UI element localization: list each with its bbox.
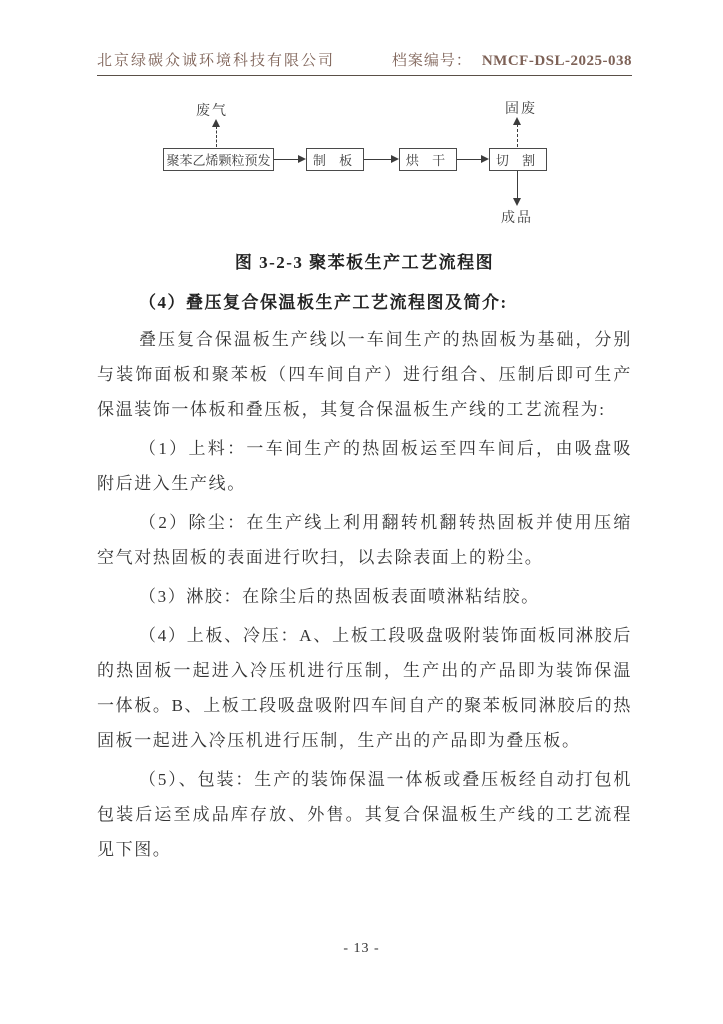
archive-number: NMCF-DSL-2025-038	[481, 53, 632, 69]
page-header	[97, 0, 632, 76]
solid-waste-arrow-line	[517, 124, 518, 147]
connector-line-3	[457, 159, 482, 160]
company-name: 北京绿碳众诚环境科技有限公司	[97, 53, 336, 69]
flow-step-pre-expansion: 聚苯乙烯颗粒预发	[163, 148, 274, 171]
product-arrowhead-icon	[513, 198, 521, 206]
paragraph-step-4: （4）上板、冷压：A、上板工段吸盘吸附装饰面板同淋胶后的热固板一起进入冷压机进行压制，生产出的产品即为装饰保温一体板。B、上板工段吸盘吸附四车间自产的聚苯板同淋胶后的热固板一起进入冷压机进行压制，生产出的产品即为叠压板。	[97, 626, 632, 750]
process-flowchart	[97, 98, 632, 230]
paragraph-step-2: （2）除尘：在生产线上利用翻转机翻转热固板并使用压缩空气对热固板的表面进行吹扫，以去除表面上的粉尘。	[97, 513, 632, 567]
section-heading: （4）叠压复合保温板生产工艺流程图及简介:	[139, 293, 508, 312]
paragraph-step-3: （3）淋胶：在除尘后的热固板表面喷淋粘结胶。	[139, 587, 540, 606]
product-label: 成品	[501, 211, 533, 226]
figure-caption: 图 3-2-3 聚苯板生产工艺流程图	[234, 253, 495, 272]
flow-step-board-making: 制 板	[306, 148, 364, 171]
product-arrow-line	[517, 171, 518, 199]
flow-step-drying: 烘 干	[399, 148, 457, 171]
header-divider	[97, 75, 632, 76]
page-number: - 13 -	[343, 941, 380, 956]
paragraph-step-5: （5）、包装：生产的装饰保温一体板或叠压板经自动打包机包装后运至成品库存放、外售。其复合保温板生产线的工艺流程见下图。	[97, 770, 632, 859]
flow-step-cutting: 切 割	[489, 148, 547, 171]
solid-waste-label: 固废	[505, 102, 537, 117]
archive-label: 档案编号：	[391, 53, 472, 69]
archive-number-field	[392, 49, 632, 70]
waste-gas-arrow-line	[216, 126, 217, 147]
connector-line-1	[274, 159, 299, 160]
paragraph-step-1: （1）上料：一车间生产的热固板运至四车间后，由吸盘吸附后进入生产线。	[97, 439, 632, 493]
connector-arrowhead-1-icon	[298, 155, 306, 163]
paragraph-intro: 叠压复合保温板生产线以一车间生产的热固板为基础，分别与装饰面板和聚苯板（四车间自产）进行组合、压制后即可生产保温装饰一体板和叠压板，其复合保温板生产线的工艺流程为:	[97, 330, 632, 419]
connector-line-2	[364, 159, 392, 160]
connector-arrowhead-3-icon	[481, 155, 489, 163]
connector-arrowhead-2-icon	[391, 155, 399, 163]
waste-gas-label: 废气	[196, 104, 228, 119]
